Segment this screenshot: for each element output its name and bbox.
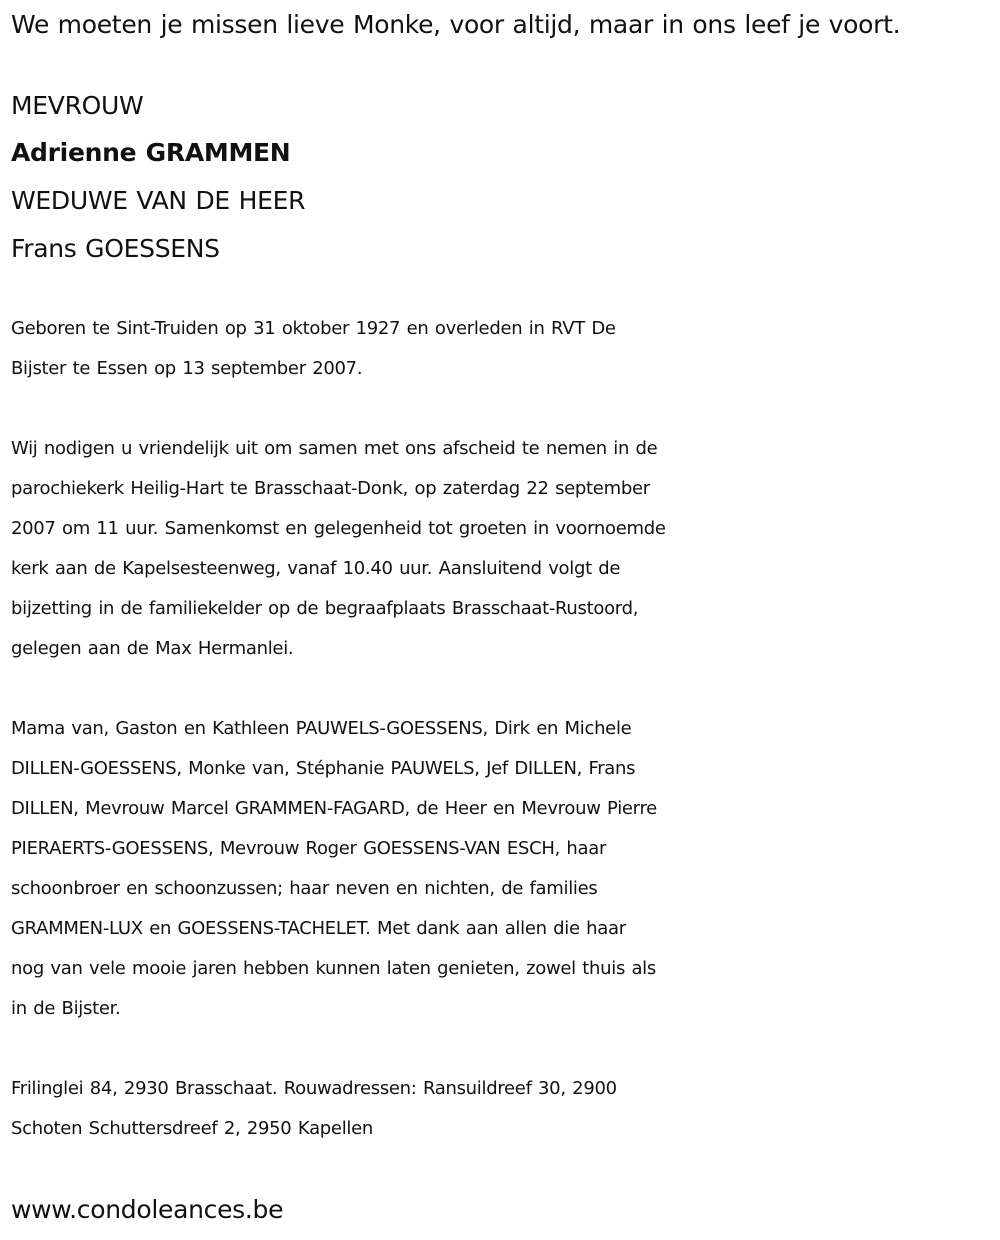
opening-line: We moeten je missen lieve Monke, voor altijd, maar in ons leef je voort.: [11, 10, 901, 39]
family-line: DILLEN-GOESSENS, Monke van, Stéphanie PAUWELS, Jef DILLEN, Frans: [11, 758, 636, 779]
birth-death-paragraph: [11, 309, 991, 389]
title-prefix: MEVROUW: [11, 91, 144, 120]
ceremony-paragraph: [11, 429, 991, 669]
ceremony-line: bijzetting in de familiekelder op de begraafplaats Brasschaat-Rustoord,: [11, 598, 639, 619]
family-paragraph: [11, 709, 991, 1029]
family-line: Mama van, Gaston en Kathleen PAUWELS-GOESSENS, Dirk en Michele: [11, 718, 632, 739]
ceremony-line: parochiekerk Heilig-Hart te Brasschaat-Donk, op zaterdag 22 september: [11, 478, 650, 499]
ceremony-line: Wij nodigen u vriendelijk uit om samen met ons afscheid te nemen in de: [11, 438, 658, 459]
ceremony-line: 2007 om 11 uur. Samenkomst en gelegenheid tot groeten in voornoemde: [11, 518, 666, 539]
ceremony-line: gelegen aan de Max Hermanlei.: [11, 638, 294, 659]
birth-death-line: Geboren te Sint-Truiden op 31 oktober 1927 en overleden in RVT De: [11, 318, 616, 339]
deceased-name: Adrienne GRAMMEN: [11, 138, 291, 167]
address-line: Frilinglei 84, 2930 Brasschaat. Rouwadressen: Ransuildreef 30, 2900: [11, 1078, 617, 1099]
address-line: Schoten Schuttersdreef 2, 2950 Kapellen: [11, 1118, 373, 1139]
family-line: GRAMMEN-LUX en GOESSENS-TACHELET. Met dank aan allen die haar: [11, 918, 626, 939]
family-line: DILLEN, Mevrouw Marcel GRAMMEN-FAGARD, de Heer en Mevrouw Pierre: [11, 798, 657, 819]
family-line: in de Bijster.: [11, 998, 121, 1019]
widow-of-label: WEDUWE VAN DE HEER: [11, 186, 306, 215]
husband-name: Frans GOESSENS: [11, 234, 220, 263]
family-line: nog van vele mooie jaren hebben kunnen laten genieten, zowel thuis als: [11, 958, 656, 979]
ceremony-line: kerk aan de Kapelsesteenweg, vanaf 10.40 uur. Aansluitend volgt de: [11, 558, 621, 579]
website-link[interactable]: www.condoleances.be: [11, 1195, 284, 1224]
family-line: PIERAERTS-GOESSENS, Mevrouw Roger GOESSENS-VAN ESCH, haar: [11, 838, 607, 859]
family-line: schoonbroer en schoonzussen; haar neven en nichten, de families: [11, 878, 598, 899]
addresses-paragraph: [11, 1069, 991, 1149]
birth-death-line: Bijster te Essen op 13 september 2007.: [11, 358, 363, 379]
